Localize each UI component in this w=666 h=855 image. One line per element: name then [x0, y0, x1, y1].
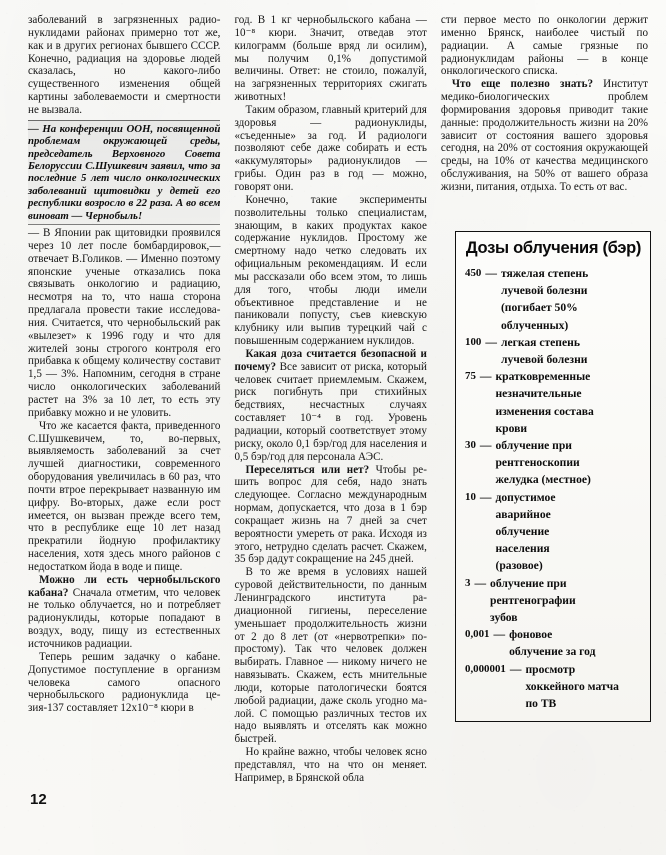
dose-description-line: лучевой болезни — [500, 353, 588, 367]
dose-description-line: тяжелая степень — [500, 267, 589, 280]
section-paragraph — [234, 464, 426, 567]
dose-value: 450 — [465, 267, 482, 279]
section-body: Все зависит от риска, который человек считает приемлемым. Скажем, риск погибнуть при стихийных бедствиях, несчастных случаях составляет 10⁻⁴ в год. Уровень радиации, который соответствует этому риску, около 0,1 бэр/год для населения и 0,5 бэр/год для персонала АЭС. — [234, 360, 427, 463]
dose-description-line: облучение при — [495, 439, 572, 453]
dose-table-rows — [465, 265, 642, 712]
dose-value: 0,001 — [465, 628, 490, 641]
dose-row — [465, 626, 642, 660]
dose-description-line: лучевой болезни — [500, 284, 588, 298]
dose-description-line: по ТВ — [525, 697, 557, 711]
dose-dash: — — [479, 370, 492, 384]
paragraph: заболеваний в загрязненных радионуклидами районах примерно тот же, как и в других регионах бывшего СССР. Конечно, радиация на здоровье людей сказалась, но какого-либо существенного изменения общей картины заболеваемости и смертности не вызвала. — [28, 14, 221, 116]
dose-dash: — — [485, 335, 497, 349]
dose-description-line: крови — [495, 421, 528, 435]
section-body: Институт медико-биологических проблем формирования здоровья приводит такие данные: продолжительность жизни на 20% зависит от состояния вашего здоровья сегодня, на 20% от состояния окружающей среды, на 10% от качества медицинского обслуживания, на 50% от вашего образа жизни, питания, отдыха. То есть от вас. — [440, 78, 649, 193]
section-body: Чтобы решить вопрос для себя, надо знать следующее. Согласно международным нормам, допускается, что доза в 1 бэр сокращает жизнь на 7 дней за счет вероятности умереть от рака. Исходя из этого, нетрудно сделать расчет. Скажем, 35 бэр дадут сокращение на 245 дней. — [234, 463, 427, 566]
paragraph: год. В 1 кг чернобыльского кабана — 10⁻⁸ кюри. Значит, отведав этот килограмм (больше вряд ли осилим), мы получим 0,1% допустимой величины. Ответ: не стоило, пожалуй, на загрязненных территориях сжигать животных! — [234, 14, 427, 104]
dose-description-line: облученных) — [500, 318, 569, 332]
dose-dash: — — [509, 662, 522, 676]
dose-row — [465, 575, 642, 627]
dose-dash: — — [493, 628, 506, 642]
dose-description-line: допустимое — [495, 490, 556, 504]
dose-description-line: зубов — [490, 611, 518, 625]
dose-row — [465, 437, 642, 489]
dose-dash: — — [479, 439, 492, 453]
section-heading-inline: Переселяться или нет? — [245, 463, 370, 476]
dose-row — [465, 265, 642, 334]
section-body: Сначала отметим, что человек не только облучается, но и потребляет радионуклиды, которые попадают в воздух, воду, пищу из естественных источников радиации. — [28, 586, 221, 650]
pull-quote-box — [28, 120, 220, 225]
dose-description-line: кратковременные — [495, 370, 591, 384]
section-paragraph — [441, 78, 648, 194]
dose-value: 75 — [465, 370, 476, 383]
paragraph: Теперь решим задачку о кабане. Допустимое поступление в организм человека самого опасного чернобыльского радионуклида цезия-137 составляет 12x10⁻⁸ кюри в — [28, 650, 221, 715]
dose-description-line: аварийное — [495, 507, 551, 521]
dose-description — [525, 661, 642, 713]
dose-description-line: (погибает 50% — [500, 301, 578, 315]
dose-value: 0,000001 — [465, 662, 506, 675]
dose-dash: — — [485, 267, 497, 280]
dose-row — [465, 489, 642, 575]
dose-description-line: рентгенографии — [490, 593, 576, 607]
dose-description — [495, 368, 642, 437]
dose-description — [490, 575, 642, 627]
paragraph: Что же касается факта, приведенного С.Шушкевичем, то, во-первых, выявляемость заболеваний за счет лучшей диагностики, современного оборудования увеличилась в 60 раз, что почти втрое перекрывает названную им цифру. Во-вторых, даже если рост имеется, он вызван прежде всего тем, что в республике еще 10 лет назад прекратили йодную профилактику населения, хотя здесь много районов с недостатком йода в воде и пище. — [28, 419, 221, 573]
dose-description-line: незначительные — [495, 387, 582, 401]
dose-value: 100 — [465, 335, 482, 348]
section-heading-inline: Какая доза считается безопасной и почему? — [234, 347, 427, 373]
pull-quote-text: — На конференции ООН, посвященной проблемам окружающей среды, председатель Верховного Совета Белоруссии С.Шушкевич заявил, что за последние 5 лет число онкологических заболеваний щитовидки у детей его республики возросло в 22 раза. А во всем виноват — Чернобыль! — [28, 122, 221, 222]
paragraph: Конечно, такие эксперименты позволительны только специалистам, знающим, в каких продуктах какое содержание нуклидов. Простому же смертному надо четко следовать их официальным рекомендациям. И если мы рассказали обо всем этом, то лишь для того, чтобы люди имели объективное представление и не паниковали попусту, съев киевскую клубнику или выпив турецкий чай с повышенным содержанием нуклидов. — [234, 193, 427, 348]
dose-description-line: желудка (местное) — [495, 473, 591, 487]
dose-description-line: фоновое — [509, 628, 553, 642]
dose-description — [501, 265, 642, 334]
dose-description — [509, 626, 642, 660]
section-heading-inline: Что еще полезно знать? — [451, 78, 594, 91]
dose-description-line: облучение за год — [509, 645, 596, 659]
dose-description — [501, 334, 642, 368]
dose-description-line: (разовое) — [495, 559, 543, 573]
dose-value: 10 — [465, 490, 476, 503]
dose-description-line: хоккейного матча — [525, 679, 619, 693]
dose-table-title: Дозы облучения (бэр) — [465, 239, 642, 257]
dose-value: 3 — [465, 576, 471, 589]
dose-table-box — [455, 231, 651, 722]
paragraph: Но крайне важно, чтобы человек ясно представлял, что на что он меняет. Например, в Брянской обла — [234, 746, 427, 784]
paragraph: В то же время в условиях нашей суровой действительности, по данным Ленинградского института радиационной гигиены, переселение уменьшает продолжительность жизни от 2 до 8 лет (от «нервотрепки» по-простому). Так что человек должен выбирать. Главное — никому ничего не навязывать. Скажем, есть мнительные люди, которые патологически боятся любой радиации, даже сколь угодно малой. С помощью различных тестов их надо выявлять и отселять как можно быстрей. — [234, 566, 427, 746]
dose-description — [495, 437, 642, 489]
dose-description-line: изменения состава — [495, 404, 594, 418]
paragraph: сти первое место по онкологии держит именно Брянск, наиболее чистый по радиации. А самые грязные по радионуклидам районы — в конце онкологического списка. — [440, 14, 649, 78]
dose-description-line: населения — [495, 542, 550, 556]
section-paragraph — [234, 348, 426, 464]
dose-value: 30 — [465, 439, 476, 452]
dose-row — [465, 661, 642, 713]
dose-description — [495, 489, 642, 575]
dose-description-line: облучение — [495, 525, 550, 539]
paragraph: — В Японии рак щитовидки проявился через 10 лет после бомбардировок,— отвечает В.Голиков. — Именно поэтому японские ученые отказались пока связывать онкологию и радиацию, несмотря на то, что наша сторона предлагала провести такие исследования. Считается, что чернобыльский рак «вылезет» к 1996 году и что для жителей зоны строгого контроля его прибавка к общему количеству составит 1,5 — 3%. Напомним, сегодня в стране число онкологических заболеваний растет на 3% за 10 лет, то есть эту прибавку можно и не уловить. — [28, 227, 221, 419]
paragraph: Таким образом, главный критерий для здоровья — радионуклиды, «съеденные» за год. И радиологи позволяют себе даже собирать и есть «аккумуляторы» радионуклидов — грибы. Один раз в год — можно, говорят они. — [234, 103, 427, 193]
text-column-1 — [28, 14, 220, 785]
dose-description-line: облучение при — [490, 576, 567, 590]
dose-dash: — — [479, 490, 492, 504]
dose-dash: — — [474, 576, 487, 590]
text-column-2 — [234, 14, 426, 785]
dose-description-line: просмотр — [525, 662, 576, 676]
dose-description-line: легкая степень — [500, 335, 580, 349]
section-heading-inline: Можно ли есть чернобыльского кабана? — [28, 573, 221, 599]
dose-row — [465, 368, 642, 437]
dose-row — [465, 334, 642, 368]
page-number: 12 — [30, 791, 47, 808]
dose-description-line: рентгеноскопии — [495, 456, 580, 470]
section-paragraph — [28, 574, 220, 651]
